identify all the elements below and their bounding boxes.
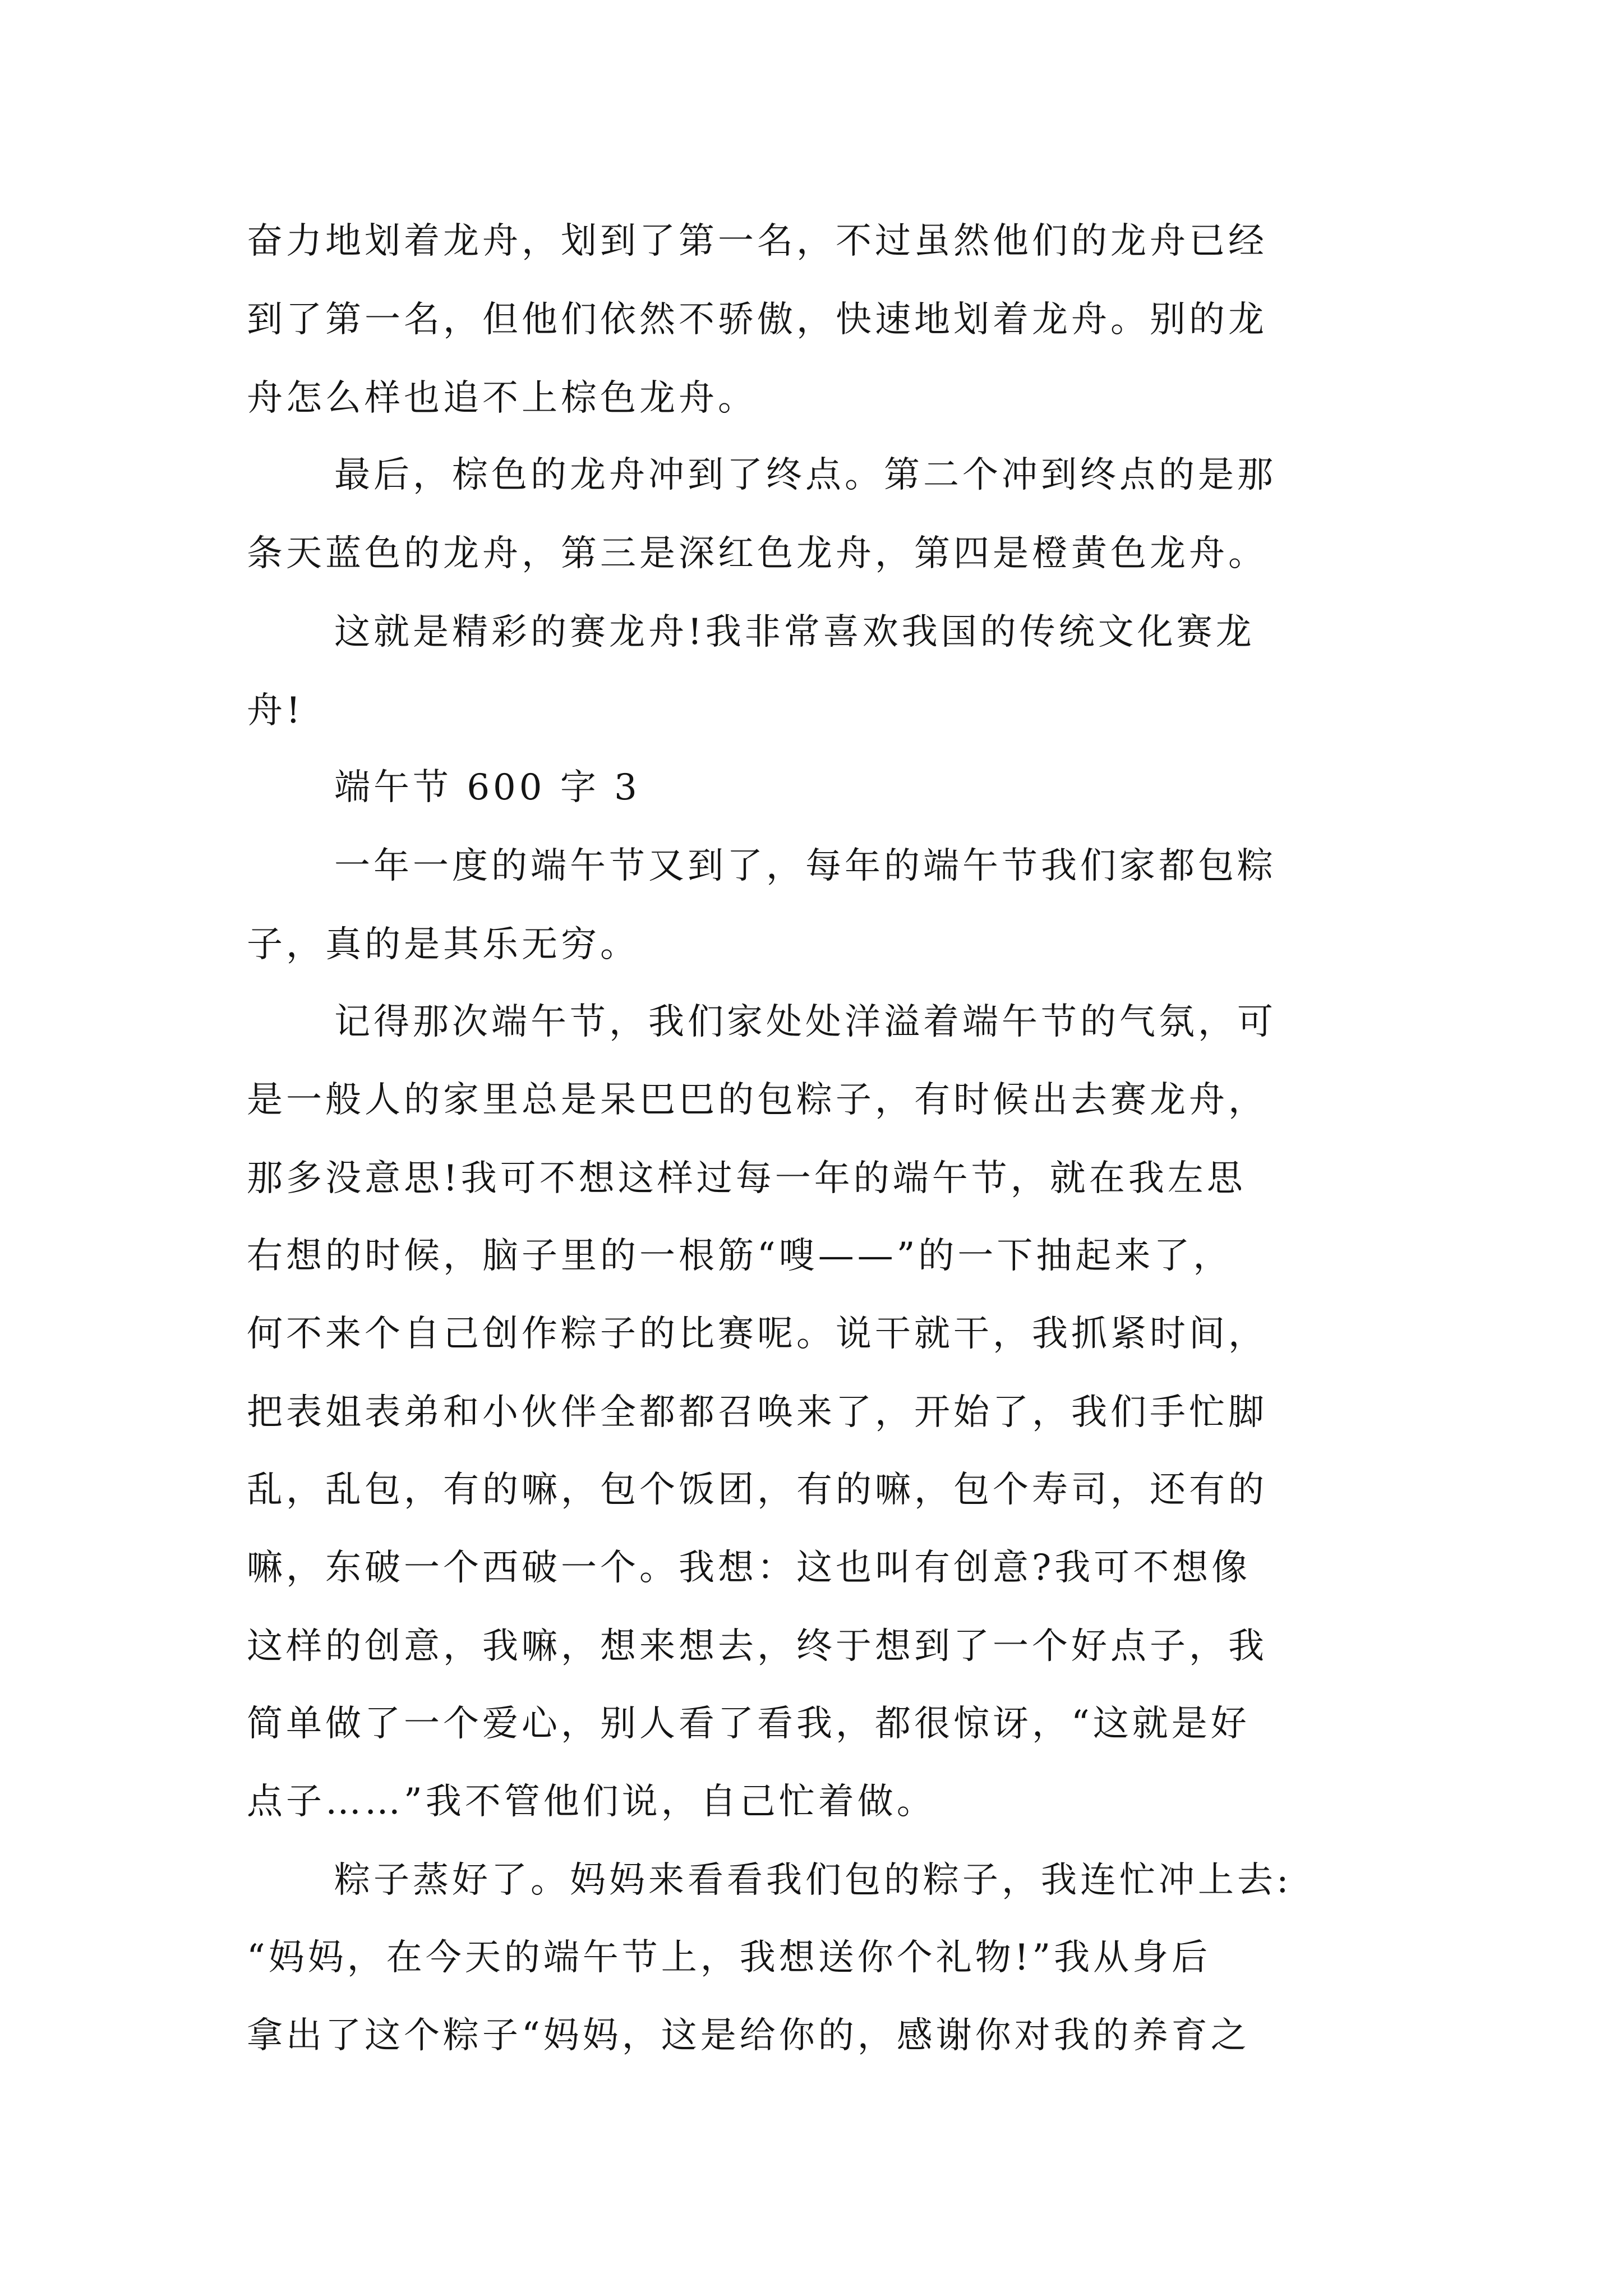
text-line: 把表姐表弟和小伙伴全都都召唤来了，开始了，我们手忙脚: [247, 1392, 1267, 1433]
text-line: 一年一度的端午节又到了，每年的端午节我们家都包粽: [334, 845, 1276, 887]
text-line: 嘛，东破一个西破一个。我想：这也叫有创意?我可不想像: [247, 1547, 1251, 1589]
text-line: 点子……”我不管他们说，自己忙着做。: [247, 1781, 936, 1823]
text-line: 舟!: [247, 690, 304, 731]
text-line: 右想的时候，脑子里的一根筋“嗖——”的一下抽起来了，: [247, 1235, 1233, 1277]
text-line: 拿出了这个粽子“妈妈，这是给你的，感谢你对我的养育之: [247, 2015, 1250, 2056]
text-line: 到了第一名，但他们依然不骄傲，快速地划着龙舟。别的龙: [247, 299, 1267, 341]
text-line: 这就是精彩的赛龙舟!我非常喜欢我国的传统文化赛龙: [334, 611, 1255, 653]
text-line: 最后，棕色的龙舟冲到了终点。第二个冲到终点的是那: [334, 454, 1276, 496]
text-line: 何不来个自己创作粽子的比赛呢。说干就干，我抓紧时间，: [247, 1313, 1267, 1355]
text-line: 这样的创意，我嘛，想来想去，终于想到了一个好点子，我: [247, 1626, 1267, 1667]
text-line: “妈妈，在今天的端午节上，我想送你个礼物!”我从身后: [247, 1937, 1211, 1978]
text-line: 子，真的是其乐无穷。: [247, 924, 639, 965]
section-heading: 端午节 600 字 3: [334, 767, 640, 808]
text-line: 是一般人的家里总是呆巴巴的包粽子，有时候出去赛龙舟，: [247, 1079, 1267, 1121]
text-line: 记得那次端午节，我们家处处洋溢着端午节的气氛，可: [334, 1001, 1276, 1043]
text-line: 乱，乱包，有的嘛，包个饭团，有的嘛，包个寿司，还有的: [247, 1469, 1267, 1511]
text-line: 奋力地划着龙舟，划到了第一名，不过虽然他们的龙舟已经: [247, 220, 1267, 262]
text-line: 简单做了一个爱心，别人看了看我，都很惊讶，“这就是好: [247, 1703, 1250, 1745]
text-line: 条天蓝色的龙舟，第三是深红色龙舟，第四是橙黄色龙舟。: [247, 533, 1267, 574]
text-line: 粽子蒸好了。妈妈来看看我们包的粽子，我连忙冲上去:: [334, 1860, 1292, 1901]
text-line: 舟怎么样也追不上棕色龙舟。: [247, 378, 757, 419]
text-line: 那多没意思!我可不想这样过每一年的端午节，就在我左思: [247, 1158, 1246, 1199]
